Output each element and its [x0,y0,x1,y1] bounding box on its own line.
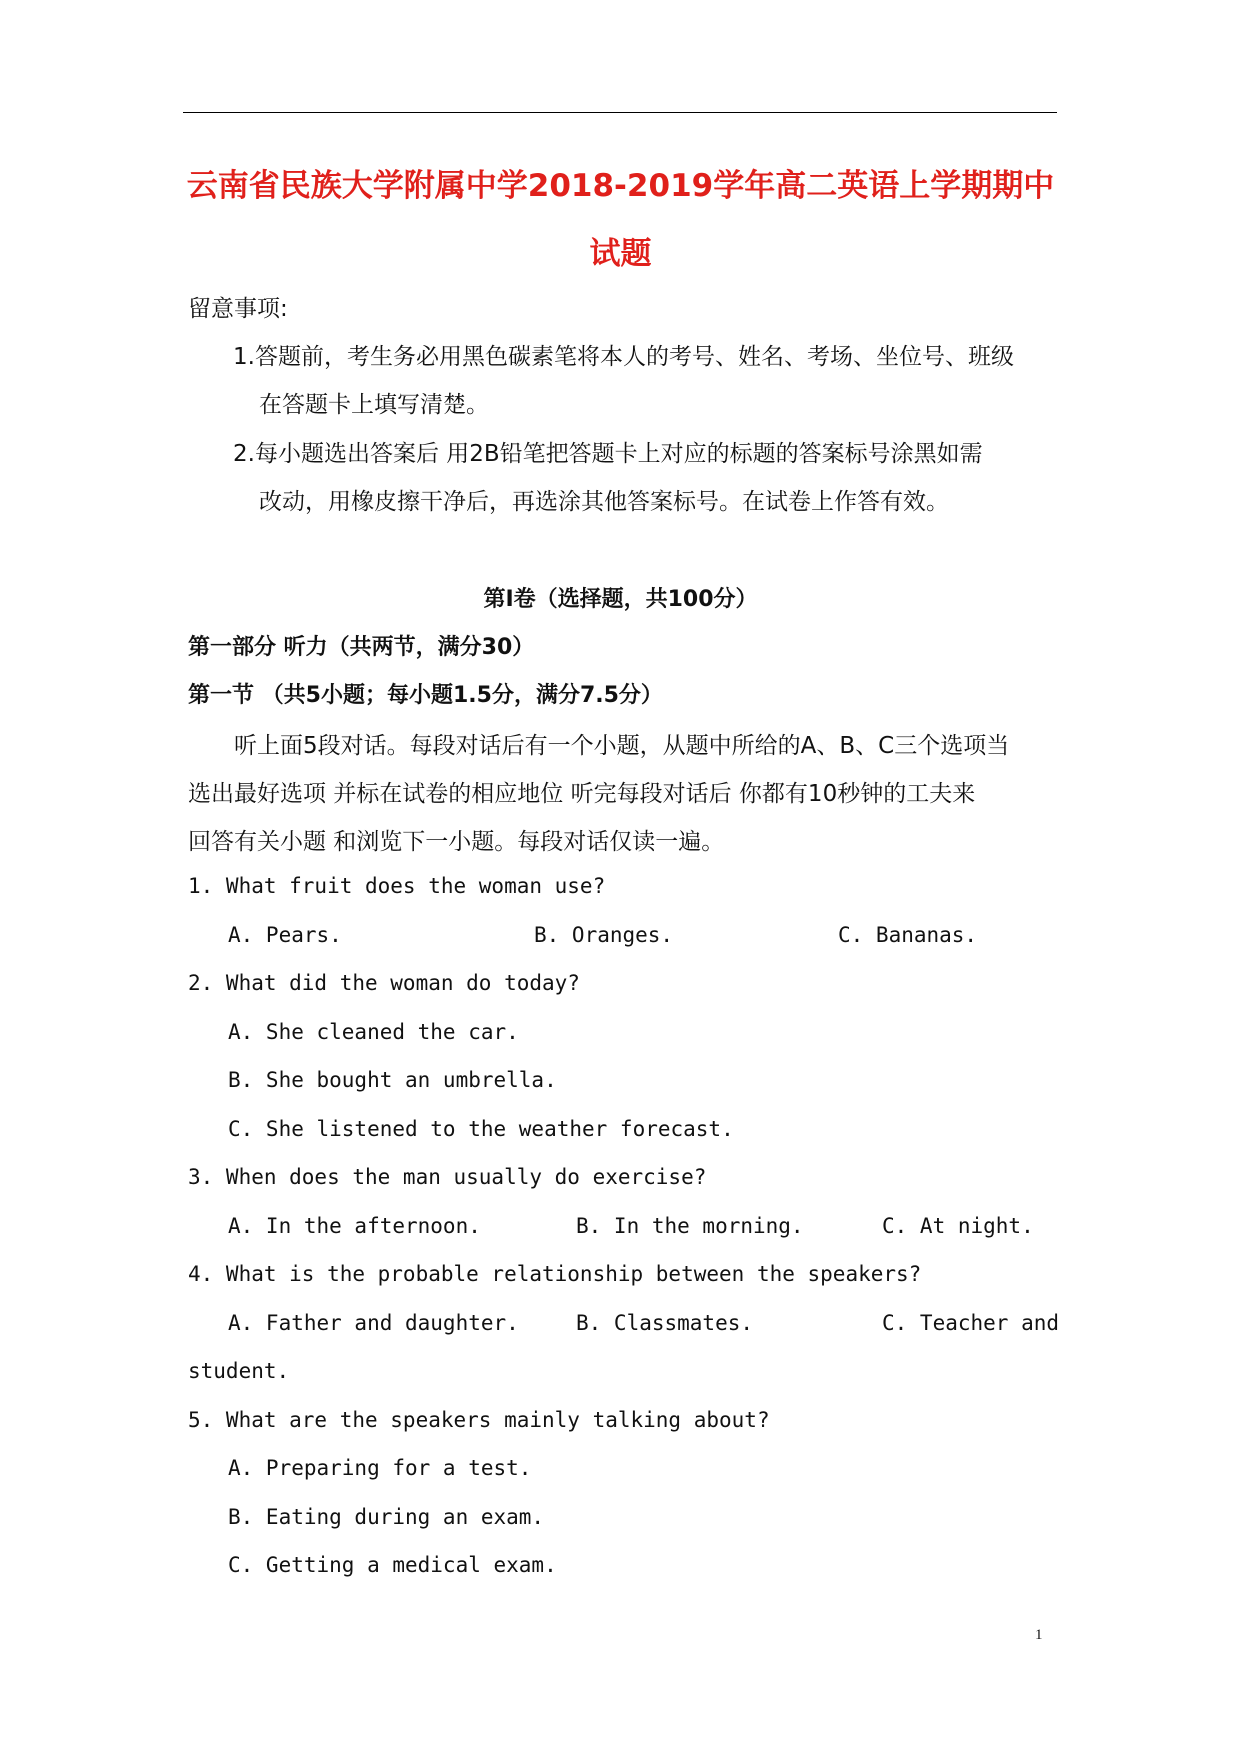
part-heading: 第一部分 听力（共两节，满分30） [188,635,535,660]
question-2-option-a: A. She cleaned the car. [228,1020,519,1044]
question-4-option-a: A. Father and daughter. [228,1311,519,1335]
question-3: 3. When does the man usually do exercise? [188,1165,707,1189]
question-2: 2. What did the woman do today? [188,971,580,995]
instruction-line-2: 选出最好选项 并标在试卷的相应地位 听完每段对话后 你都有10秒钟的工夫来 [188,781,976,807]
question-4: 4. What is the probable relationship between the speakers? [188,1262,922,1286]
document-title: 云南省民族大学附属中学2018-2019学年高二英语上学期期中 [186,168,1055,204]
notice-item-1: 1.答题前，考生务必用黑色碳素笔将本人的考号、姓名、考场、坐位号、班级 [233,344,1014,370]
instruction-line-3: 回答有关小题 和浏览下一小题。每段对话仅读一遍。 [188,829,725,855]
notice-item-1-continued: 在答题卡上填写清楚。 [259,392,489,418]
question-5-option-b: B. Eating during an exam. [228,1505,545,1529]
question-5: 5. What are the speakers mainly talking about? [188,1408,770,1432]
question-1-option-c: C. Bananas. [838,923,978,947]
header-rule [183,112,1057,113]
question-3-option-a: A. In the afternoon. [228,1214,481,1238]
question-5-option-a: A. Preparing for a test. [228,1456,532,1480]
question-3-option-c: C. At night. [882,1214,1034,1238]
instruction-line-1: 听上面5段对话。每段对话后有一个小题，从题中所给的A、B、C三个选项当 [234,733,1010,759]
question-1: 1. What fruit does the woman use? [188,874,606,898]
notice-heading: 留意事项: [188,296,288,322]
notice-item-2-continued: 改动，用橡皮擦干净后，再选涂其他答案标号。在试卷上作答有效。 [259,489,949,515]
notice-item-2: 2.每小题选出答案后 用2B铅笔把答题卡上对应的标题的答案标号涂黑如需 [233,441,983,467]
question-4-option-b: B. Classmates. [576,1311,754,1335]
question-1-option-a: A. Pears. [228,923,342,947]
question-4-option-c-continued: student. [188,1359,290,1383]
section-heading: 第一节 （共5小题；每小题1.5分，满分7.5分） [188,683,663,708]
paper-heading: 第Ⅰ卷（选择题，共100分） [483,587,758,612]
question-2-option-c: C. She listened to the weather forecast. [228,1117,734,1141]
question-4-option-c: C. Teacher and [882,1311,1060,1335]
question-3-option-b: B. In the morning. [576,1214,804,1238]
question-5-option-c: C. Getting a medical exam. [228,1553,557,1577]
page-number: 1 [1035,1627,1043,1643]
question-1-option-b: B. Oranges. [534,923,674,947]
question-2-option-b: B. She bought an umbrella. [228,1068,557,1092]
document-title-continued: 试题 [589,236,652,272]
